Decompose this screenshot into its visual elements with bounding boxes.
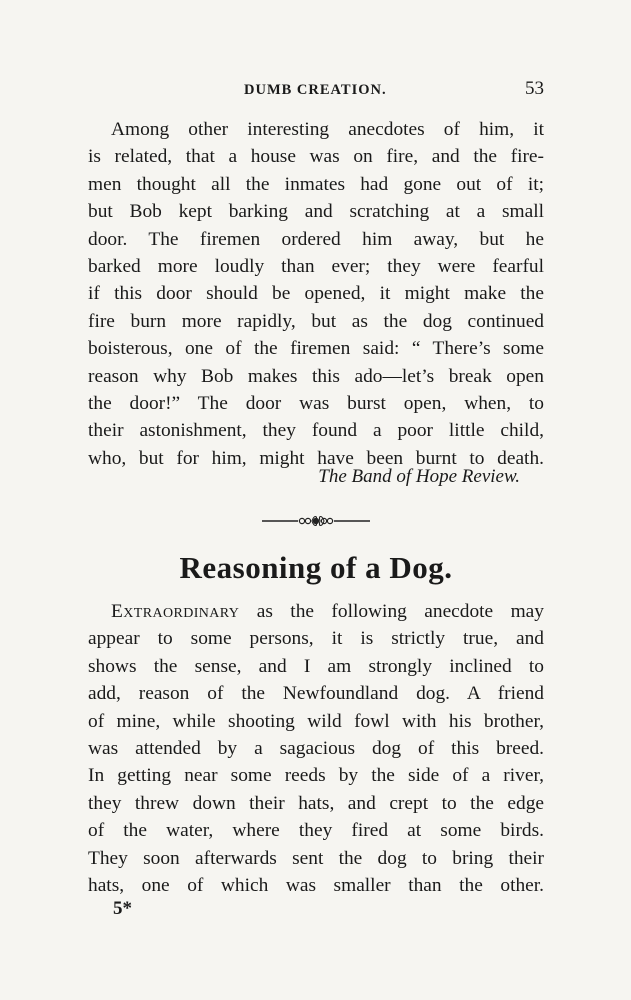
text-line: door. The firemen ordered him away, but he bbox=[88, 228, 544, 250]
running-head: DUMB CREATION. bbox=[244, 82, 387, 98]
text-line: shows the sense, and I am strongly inclined to bbox=[88, 655, 544, 677]
text-line: of mine, while shooting wild fowl with his brother, bbox=[88, 710, 544, 732]
paragraph-bob-anecdote bbox=[88, 116, 544, 472]
page-number: 53 bbox=[525, 78, 544, 99]
lead-line-rest: as the following anecdote may bbox=[239, 601, 544, 622]
text-line: of the water, where they fired at some birds. bbox=[88, 820, 544, 842]
text-line: reason why Bob makes this ado—let’s break open bbox=[88, 365, 544, 387]
text-line: if this door should be opened, it might make the bbox=[88, 283, 544, 305]
text-line: their astonishment, they found a poor little child, bbox=[88, 420, 544, 442]
text-line: was attended by a sagacious dog of this breed. bbox=[88, 737, 544, 759]
ornament-divider bbox=[260, 510, 372, 532]
text-line: who, but for him, might have been burnt to death. bbox=[88, 447, 544, 469]
paragraph-newfoundland-dog bbox=[88, 598, 544, 899]
text-line bbox=[88, 598, 544, 625]
signature-mark: 5* bbox=[113, 898, 132, 919]
lead-word: Extraordinary bbox=[111, 601, 240, 622]
text-line: Among other interesting anecdotes of him, it bbox=[111, 119, 544, 140]
source-attribution: The Band of Hope Review. bbox=[318, 466, 520, 487]
section-heading: Reasoning of a Dog. bbox=[179, 550, 453, 585]
text-line: but Bob kept barking and scratching at a small bbox=[88, 201, 544, 223]
text-line: is related, that a house was on fire, and the fire- bbox=[88, 146, 544, 168]
text-line: boisterous, one of the firemen said: “ There’s some bbox=[88, 338, 544, 360]
text-line: They soon afterwards sent the dog to bring their bbox=[88, 847, 544, 869]
page-header bbox=[112, 78, 544, 104]
text-line: hats, one of which was smaller than the other. bbox=[88, 874, 544, 896]
text-line: the door!” The door was burst open, when, to bbox=[88, 392, 544, 414]
text-line: add, reason of the Newfoundland dog. A friend bbox=[88, 683, 544, 705]
text-line: fire burn more rapidly, but as the dog continued bbox=[88, 310, 544, 332]
text-line: In getting near some reeds by the side of a river, bbox=[88, 765, 544, 787]
text-line: they threw down their hats, and crept to the edge bbox=[88, 792, 544, 814]
text-line: men thought all the inmates had gone out of it; bbox=[88, 173, 544, 195]
text-line: appear to some persons, it is strictly true, and bbox=[88, 628, 544, 650]
text-line: barked more loudly than ever; they were fearful bbox=[88, 255, 544, 277]
